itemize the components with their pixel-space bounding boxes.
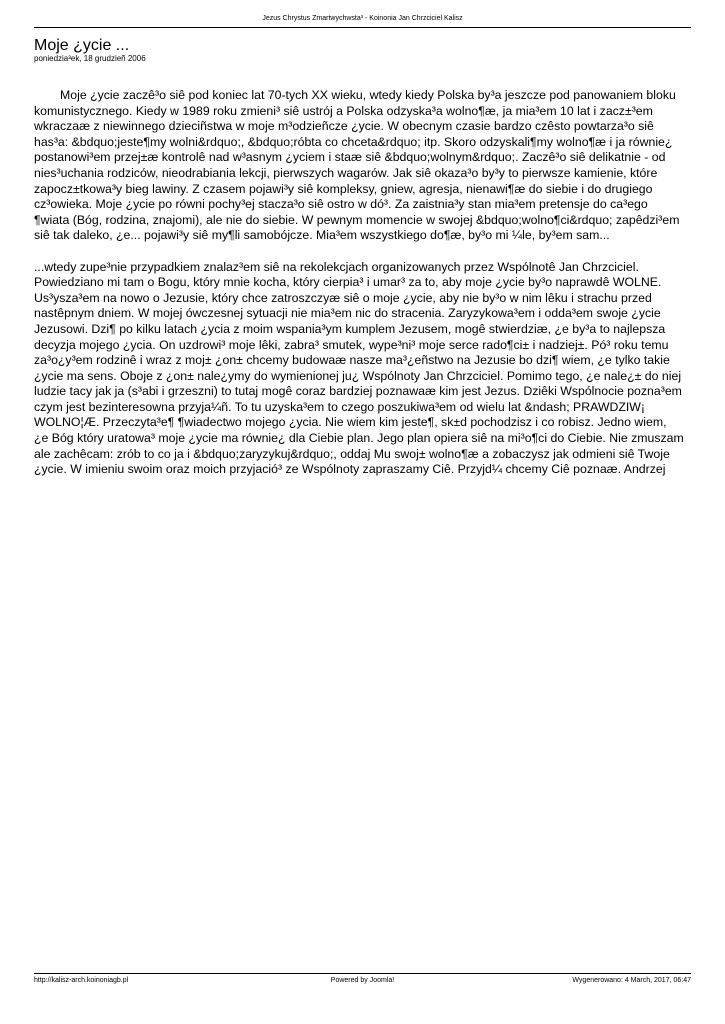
article-body <box>34 88 684 478</box>
footer-divider <box>34 973 691 974</box>
article-paragraph-1: Moje ¿ycie zaczê³o siê pod koniec lat 70-tych XX wieku, wtedy kiedy Polska by³a jeszcze pod panowaniem bloku komunistycznego. Kiedy w 1989 roku zmieni³ siê ustrój a Polska odzyska³a wolno¶æ, ja mia³em 10 lat i zacz±³em wkraczaæ z niewinnego dzieciñstwa w moje m³odzieñcze ¿ycie. W obecnym czasie bardzo czêsto powtarza³o siê has³a: &bdquo;jeste¶my wolni&rdquo;, &bdquo;róbta co chceta&rdquo; itp. Skoro odzyskali¶my wolno¶æ i ja równie¿ postanowi³em przej±æ kontrolê nad w³asnym ¿yciem i staæ siê &bdquo;wolnym&rdquo;. Zaczê³o siê delikatnie - od nies³uchania rodziców, nieodrabiania lekcji, pierwszych wagarów. Jak siê okaza³o by³y to pierwsze kamienie, które zapocz±tkowa³y bieg lawiny. Z czasem pojawi³y siê kompleksy, gniew, agresja, nienawi¶æ do siebie i do drugiego cz³owieka. Moje ¿ycie po równi pochy³ej stacza³o siê ostro w dó³. Za zaistnia³y stan mia³em pretensje do ca³ego ¶wiata (Bóg, rodzina, znajomi), ale nie do siebie. W pewnym momencie w swojej &bdquo;wolno¶ci&rdquo; zapêdzi³em siê tak daleko, ¿e... pojawi³y siê my¶li samobójcze. Mia³em wszystkiego do¶æ, by³o mi ¼le, by³em sam... <box>34 88 680 243</box>
page-header: Jezus Chrystus Zmartwychwsta³ - Koinonia Jan Chrzciciel Kalisz <box>262 15 463 22</box>
footer-generated-date: Wygenerowano: 4 March, 2017, 06:47 <box>572 977 691 984</box>
article-paragraph-2: ...wtedy zupe³nie przypadkiem znalaz³em siê na rekolekcjach organizowanych przez Wspólnotê Jan Chrzciciel. Powiedziano mi tam o Bogu, który mnie kocha, który cierpia³ i umar³ za to, aby moje ¿ycie by³o naprawdê WOLNE. Us³ysza³em na nowo o Jezusie, który chce zatroszczyæ siê o moje ¿ycie, aby nie by³o w nim lêku i strachu przed nastêpnym dniem. W mojej ówczesnej sytuacji nie mia³em nic do stracenia. Zaryzykowa³em i odda³em swoje ¿ycie Jezusowi. Dzi¶ po kilku latach ¿ycia z moim wspania³ym kumplem Jezusem, mogê stwierdziæ, ¿e by³a to najlepsza decyzja mojego ¿ycia. On uzdrowi³ moje lêki, zabra³ smutek, wype³ni³ moje serce rado¶ci± i nadziej±. Pó³ roku temu za³o¿y³em rodzinê i wraz z moj± ¿on± chcemy budowaæ nasze ma³¿eñstwo na Jezusie bo dzi¶ wiem, ¿e tylko takie ¿ycie ma sens. Oboje z ¿on± nale¿ymy do wymienionej ju¿ Wspólnoty Jan Chrzciciel. Pomimo tego, ¿e nale¿± do niej ludzie tacy jak ja (s³abi i grzeszni) to tutaj mogê coraz bardziej poznawaæ kim jest Jezus. Dziêki Wspólnocie pozna³em czym jest bezinteresowna przyja¼ñ. To tu uzyska³em to czego poszukiwa³em od wielu lat &ndash; PRAWDZIW¡ WOLNO¦Æ. Przeczyta³e¶ ¶wiadectwo mojego ¿ycia. Nie wiem kim jeste¶, sk±d pochodzisz i co robisz. Jedno wiem, ¿e Bóg który uratowa³ moje ¿ycie ma równie¿ dla Ciebie plan. Jego plan opiera siê na mi³o¶ci do Ciebie. Nie zmuszam ale zachêcam: zrób to co ja i &bdquo;zaryzykuj&rdquo;, oddaj Mu swoj± wolno¶æ a zobaczysz jak odmieni siê Twoje ¿ycie. W imieniu swoim oraz moich przyjació³ ze Wspólnoty zapraszamy Ciê. Przyjd¼ chcemy Ciê poznaæ. Andrzej <box>34 259 684 477</box>
page-footer <box>34 976 691 986</box>
footer-powered-by: Powered by Joomla! <box>330 977 395 984</box>
header-divider <box>34 27 691 28</box>
article-date: poniedzia³ek, 18 grudzieñ 2006 <box>34 54 146 63</box>
footer-site-url: http://kalisz-arch.koinoniagb.pl <box>34 977 129 984</box>
article-title: Moje ¿ycie ... <box>34 37 130 54</box>
paragraph-spacer <box>34 244 684 260</box>
